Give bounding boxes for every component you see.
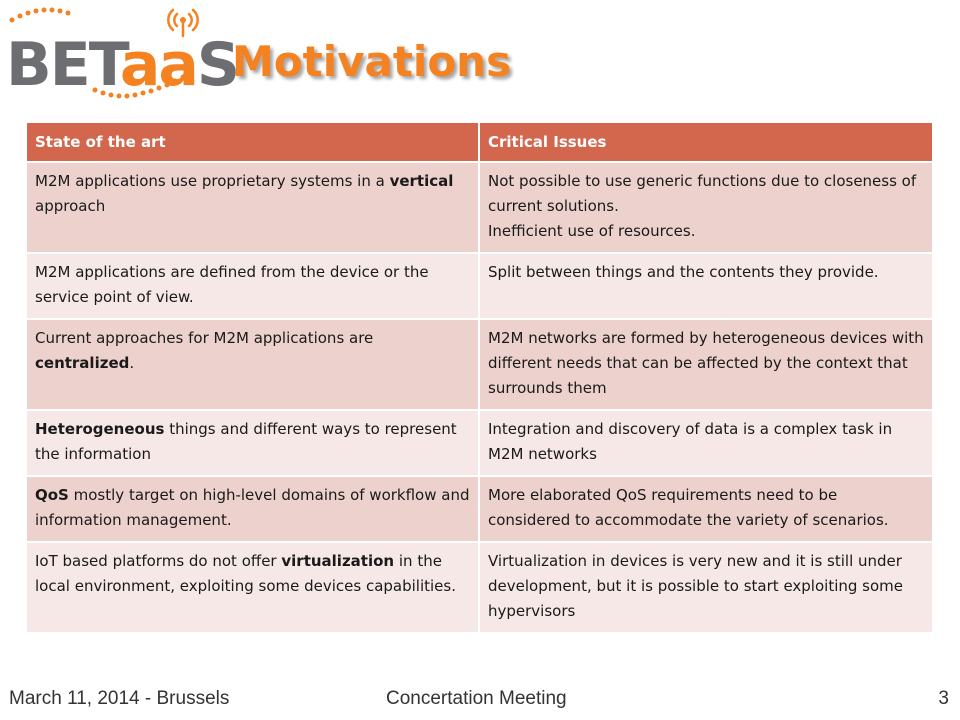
critical-issue-cell: Integration and discovery of data is a complex task in M2M networks (479, 410, 933, 476)
critical-issue-cell: M2M networks are formed by heterogeneous devices with different needs that can be affected by the context that surrounds them (479, 319, 933, 410)
table-row (27, 162, 933, 253)
table-row (27, 253, 933, 319)
table-row (27, 319, 933, 410)
betaas-logo (0, 0, 239, 110)
footer-page-number: 3 (938, 688, 949, 709)
header-state-of-the-art: State of the art (27, 123, 479, 162)
state-of-the-art-cell: QoS mostly target on high-level domains of workflow and information management. (27, 476, 479, 542)
table-body (27, 162, 933, 633)
logo-s: S (196, 30, 239, 100)
critical-issue-cell: Virtualization in devices is very new and it is still under development, but it is possible to start exploiting some hypervisors (479, 542, 933, 633)
footer-event: Concertation Meeting (386, 688, 567, 709)
state-of-the-art-cell: Current approaches for M2M applications are centralized. (27, 319, 479, 410)
page-title: Motivations (232, 37, 512, 86)
state-of-the-art-cell: Heterogeneous things and different ways to represent the information (27, 410, 479, 476)
table-row (27, 410, 933, 476)
state-of-the-art-cell: IoT based platforms do not offer virtualization in the local environment, exploiting some devices capabilities. (27, 542, 479, 633)
footer-date-location: March 11, 2014 - Brussels (9, 688, 230, 709)
critical-issue-cell: Not possible to use generic functions due to closeness of current solutions. Inefficient use of resources. (479, 162, 933, 253)
logo-wordmark (6, 30, 238, 100)
state-of-the-art-cell: M2M applications use proprietary systems in a vertical approach (27, 162, 479, 253)
critical-issue-cell: More elaborated QoS requirements need to be considered to accommodate the variety of scenarios. (479, 476, 933, 542)
logo-aa: aa (119, 30, 197, 100)
critical-issue-cell: Split between things and the contents they provide. (479, 253, 933, 319)
header-critical-issues: Critical Issues (479, 123, 933, 162)
table-row (27, 542, 933, 633)
logo-bet: BET (6, 30, 120, 100)
table-header-row (27, 123, 933, 162)
state-of-the-art-cell: M2M applications are defined from the device or the service point of view. (27, 253, 479, 319)
motivations-table (27, 123, 934, 634)
table-row (27, 476, 933, 542)
